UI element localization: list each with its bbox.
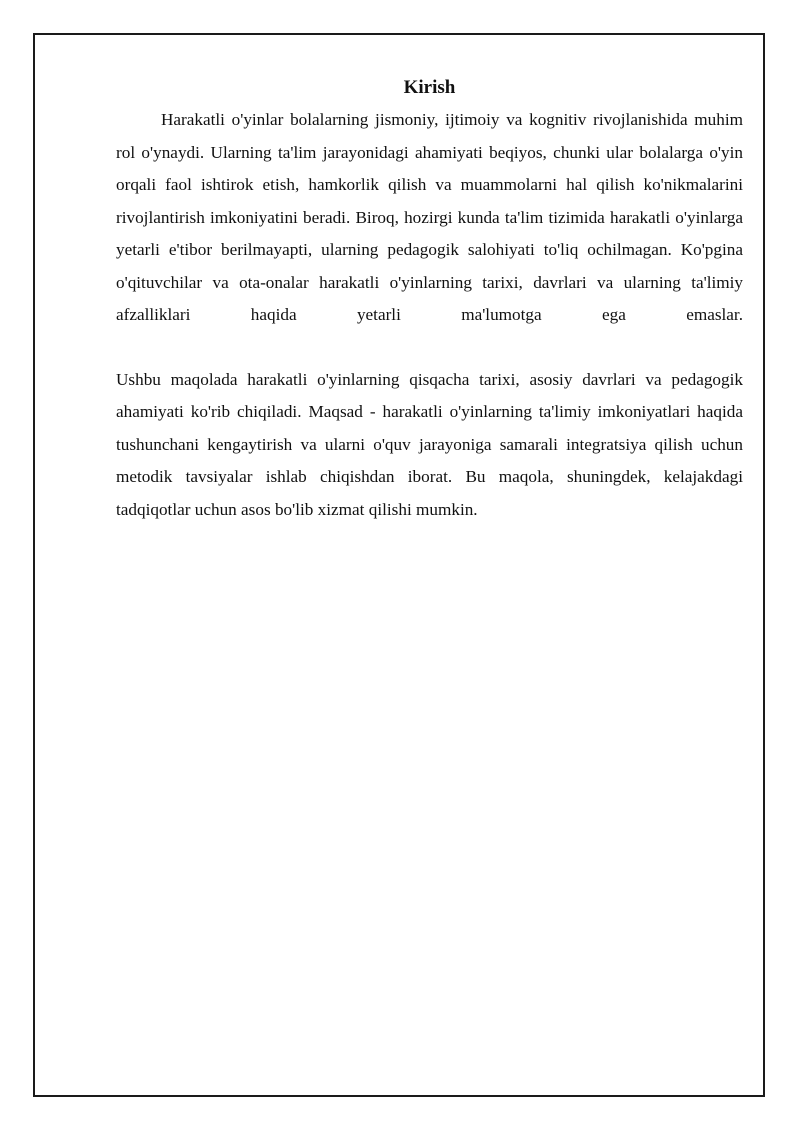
document-title: Kirish	[403, 77, 456, 98]
paragraph-gap	[116, 332, 743, 364]
document-body	[116, 74, 743, 526]
paragraph-intro: Harakatli o'yinlar bolalarning jismoniy, ijtimoiy va kognitiv rivojlanishida muhim rol o'ynaydi. Ularning ta'lim jarayonidagi ahamiyati beqiyos, chunki ular bolalarga o'yin orqali faol ishtirok etish, hamkorlik qilish va muammolarni hal qilish ko'nikmalarini rivojlantirish imkoniyatini beradi. Biroq, hozirgi kunda ta'lim tizimida harakatli o'yinlarga yetarli e'tibor berilmayapti, ularning pedagogik salohiyati to'liq ochilmagan. Ko'pgina o'qituvchilar va ota-onalar harakatli o'yinlarning tarixi, davrlari va ularning ta'limiy afzalliklari haqida yetarli ma'lumotga ega emaslar.	[116, 110, 743, 324]
paragraph-purpose: Ushbu maqolada harakatli o'yinlarning qisqacha tarixi, asosiy davrlari va pedagogik ahamiyati ko'rib chiqiladi. Maqsad - harakatli o'yinlarning ta'limiy imkoniyatlari haqida tushunchani kengaytirish va ularni o'quv jarayoniga samarali integratsiya qilish uchun metodik tavsiyalar ishlab chiqishdan iborat. Bu maqola, shuningdek, kelajakdagi tadqiqotlar uchun asos bo'lib xizmat qilishi mumkin.	[116, 369, 743, 519]
